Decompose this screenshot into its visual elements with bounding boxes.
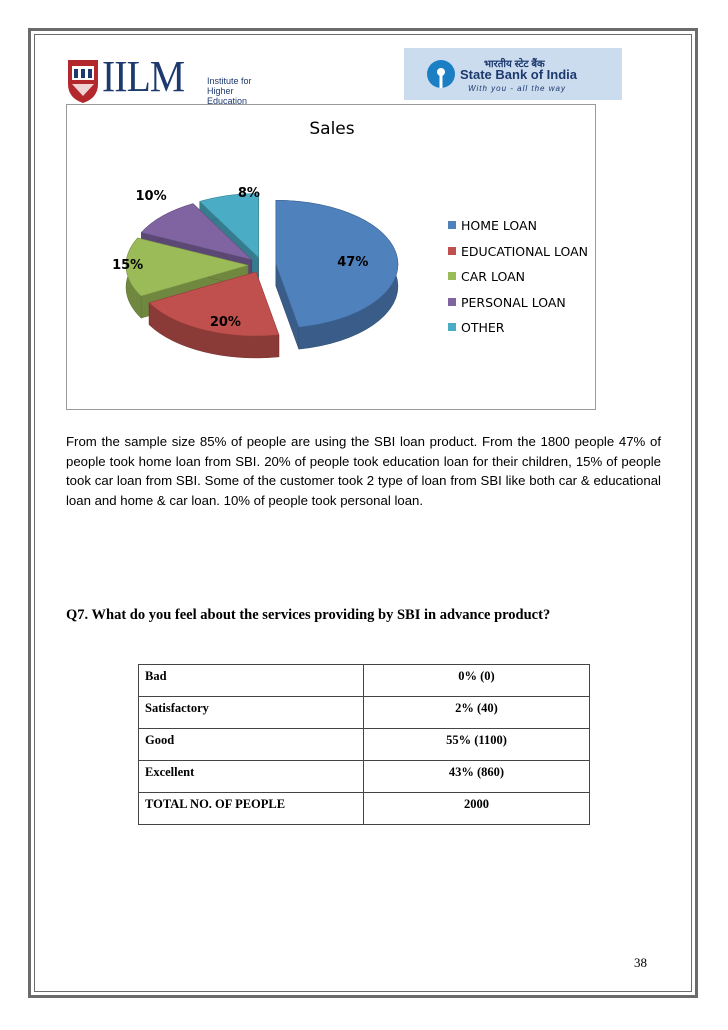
row-value: 2000 bbox=[364, 793, 590, 825]
iilm-shield-icon bbox=[66, 58, 100, 104]
legend-item bbox=[448, 269, 525, 285]
data-label: 10% bbox=[135, 189, 167, 205]
sbi-hindi-name: भारतीय स्टेट बैंक bbox=[484, 59, 545, 70]
response-table bbox=[138, 664, 590, 825]
row-value: 2% (40) bbox=[364, 697, 590, 729]
legend-item bbox=[448, 218, 537, 234]
legend-swatch bbox=[448, 272, 456, 280]
pie-chart bbox=[67, 105, 437, 395]
legend-label: PERSONAL LOAN bbox=[461, 294, 566, 310]
row-label: TOTAL NO. OF PEOPLE bbox=[139, 793, 364, 825]
page-number: 38 bbox=[634, 955, 647, 970]
sales-chart bbox=[66, 104, 596, 410]
row-value: 55% (1100) bbox=[364, 729, 590, 761]
data-label: 8% bbox=[237, 186, 260, 202]
legend-swatch bbox=[448, 247, 456, 255]
body-paragraph: From the sample size 85% of people are using the SBI loan product. From the 1800 people 47% of people took home loan from SBI. 20% of people took education loan for their children, 15% of people took car loan from SBI. Some of the customer took 2 type of loan from SBI like both car & educational loan and home & car loan. 10% of people took personal loan. bbox=[66, 434, 661, 508]
row-value: 43% (860) bbox=[364, 761, 590, 793]
row-value: 0% (0) bbox=[364, 665, 590, 697]
row-label: Satisfactory bbox=[139, 697, 364, 729]
legend-label: CAR LOAN bbox=[461, 269, 525, 284]
row-label: Good bbox=[139, 729, 364, 761]
legend-swatch bbox=[448, 221, 456, 229]
legend-item bbox=[448, 320, 504, 336]
data-label: 15% bbox=[112, 258, 144, 274]
sbi-keyhole-icon bbox=[426, 59, 456, 89]
table-row bbox=[139, 729, 590, 761]
table-row bbox=[139, 793, 590, 825]
sbi-tagline: With you - all the way bbox=[468, 84, 566, 93]
table-row bbox=[139, 761, 590, 793]
legend-item bbox=[448, 295, 566, 311]
iilm-subtitle: Institute for Higher Education bbox=[207, 76, 252, 106]
legend-label: HOME LOAN bbox=[461, 218, 537, 233]
sbi-name: State Bank of India bbox=[460, 67, 578, 82]
data-label: 20% bbox=[209, 315, 241, 331]
data-label: 47% bbox=[337, 255, 369, 271]
iilm-logo-text: IILM bbox=[102, 52, 185, 101]
row-label: Bad bbox=[139, 665, 364, 697]
question-heading: Q7. What do you feel about the services providing by SBI in advance product? bbox=[66, 607, 551, 623]
legend-label: OTHER bbox=[461, 320, 505, 335]
chart-title: Sales bbox=[309, 119, 355, 139]
legend-swatch bbox=[448, 298, 456, 306]
row-label: Excellent bbox=[139, 761, 364, 793]
legend-label: EDUCATIONAL LOAN bbox=[461, 243, 589, 259]
table-row bbox=[139, 697, 590, 729]
table-row bbox=[139, 665, 590, 697]
iilm-logo bbox=[66, 52, 266, 106]
legend-item bbox=[448, 244, 588, 260]
legend-swatch bbox=[448, 323, 456, 331]
